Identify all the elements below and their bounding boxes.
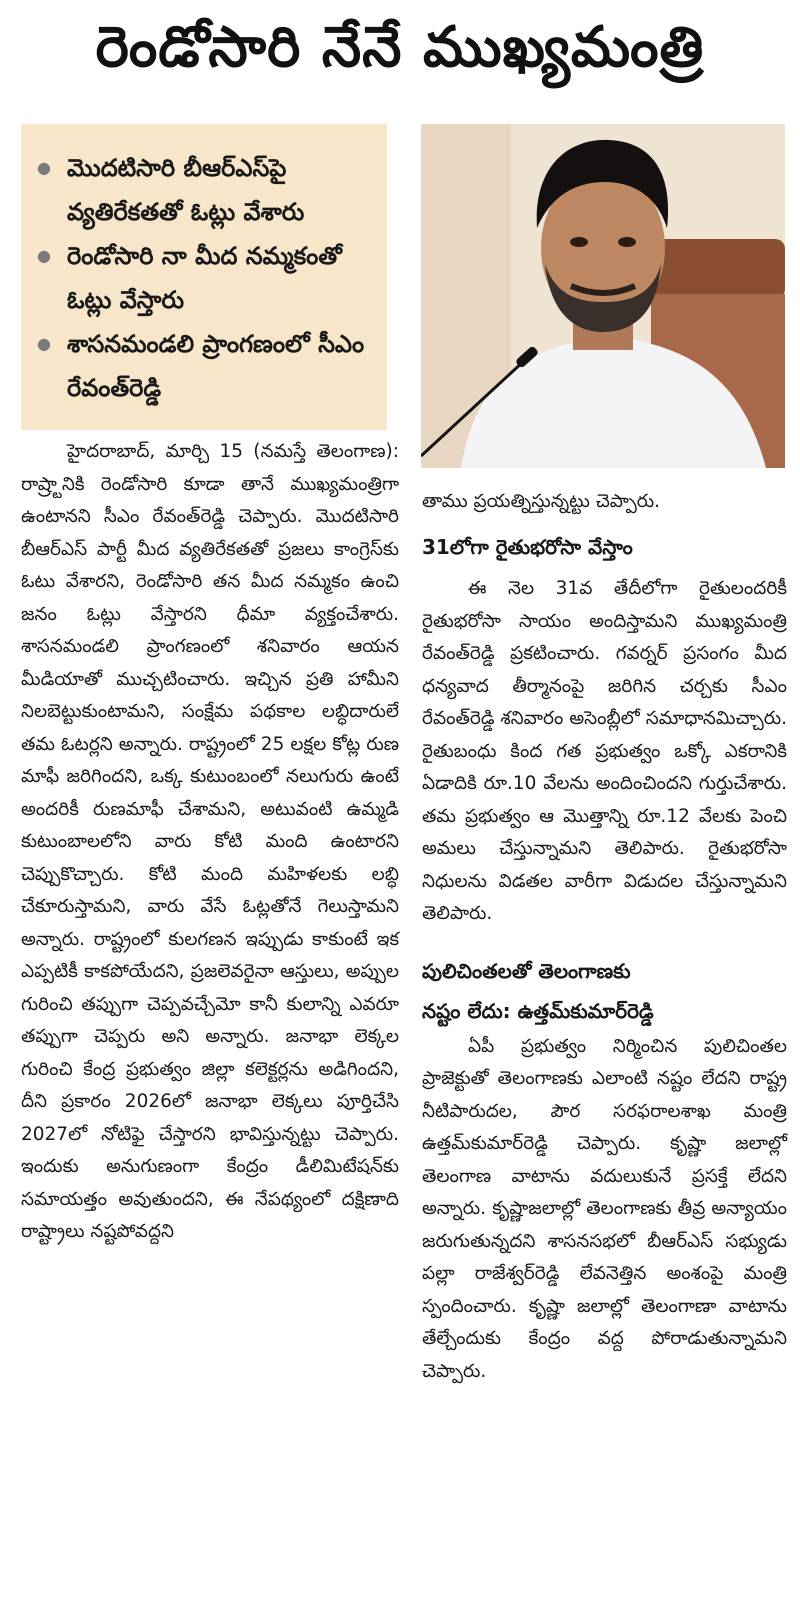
highlights-box: [21, 124, 387, 430]
highlight-text: రెండోసారి నా మీద నమ్మకంతో ఓట్లు వేస్తారు: [67, 242, 342, 314]
subheading-pulichintala: [422, 951, 787, 1031]
highlight-item: [37, 234, 373, 322]
bullet-icon: ●: [37, 334, 51, 353]
pulichintala-body: ఏపీ ప్రభుత్వం నిర్మించిన పులిచింతల ప్రాజెక్టుతో తెలంగాణకు ఎలాంటి నష్టం లేదని రాష్ట్ర నీటిపారుదల, పౌర సరఫరాలశాఖ మంత్రి ఉత్తమ్‌కుమార్‌రెడ్డి చెప్పారు. కృష్ణా జలాల్లో తెలంగాణ వాటాను వదులుకునే ప్రసక్తే లేదని అన్నారు. కృష్ణాజలాల్లో తెలంగాణకు తీవ్ర అన్యాయం జరుగుతున్నదని శాసనసభలో బీఆర్ఎస్ సభ్యుడు పల్లా రాజేశ్వర్‌రెడ్డి లేవనెత్తిన అంశంపై మంత్రి స్పందించారు. కృష్ణా జలాల్లో తెలంగాణా వాటాను తేల్చేందుకు కేంద్రం వద్ద పోరాడుతున్నామని చెప్పారు.: [422, 1035, 787, 1382]
portrait-illustration: [421, 124, 785, 468]
subheading-rythu-bharosa: 31లోగా రైతుభరోసా వేస్తాం: [422, 534, 633, 559]
headline: రెండోసారి నేనే ముఖ్యమంత్రి: [95, 14, 705, 80]
highlight-text: శాసనమండలి ప్రాంగణంలో సీఎం రేవంత్‌రెడ్డి: [67, 330, 365, 402]
cm-photo: [421, 124, 785, 468]
subheading-line: పులిచింతలతో తెలంగాణకు: [422, 958, 631, 983]
bullet-icon: ●: [37, 246, 51, 265]
bullet-icon: ●: [37, 158, 51, 177]
article-body: హైదరాబాద్, మార్చి 15 (నమస్తే తెలంగాణ): రాష్ర్టానికి రెండోసారి కూడా తానే ముఖ్యమంత్రిగా ఉంటానని సీఎం రేవంత్‌రెడ్డి చెప్పారు. మొదటిసారి బీఆర్ఎస్ పార్టీ మీద వ్యతిరేకతతో ప్రజలు కాంగ్రెస్‌కు ఓటు వేశారని, రెండోసారి తన మీద నమ్మకం ఉంచి జనం ఓట్లు వేస్తారని ధీమా వ్యక్తంచేశారు. శాసనమండలి ప్రాంగణంలో శనివారం ఆయన మీడియాతో ముచ్చటించారు. ఇచ్చిన ప్రతి హామీని నిలబెట్టుకుంటామని, సంక్షేమ పథకాల లబ్ధిదారులే తమ ఓటర్లని అన్నారు. రాష్ట్రంలో 25 లక్షల కోట్ల రుణ మాఫీ జరిగిందని, ఒక్క కుటుంబంలో నలుగురు ఉంటే అందరికీ రుణమాఫీ చేశామని, అటువంటి ఉమ్మడి కుటుంబాలలోని వారు కోటి మంది ఉంటారని చెప్పుకొచ్చారు. కోటి మంది మహిళలకు లబ్ధి చేకూరుస్తామని, వారు వేసే ఓట్లతోనే గెలుస్తామని అన్నారు. రాష్ట్రంలో కులగణన ఇప్పుడు కాకుంటే ఇక ఎప్పటికీ కాకపోయేదని, ప్రజలెవరైనా ఆస్తులు, అప్పుల గురించి తప్పుగా చెప్పవచ్చేమో కానీ కులాన్ని ఎవరూ తప్పుగా చెప్పరు అని అన్నారు. జనాభా లెక్కల గురించి కేంద్ర ప్రభుత్వం జిల్లా కలెక్టర్లను అడిగిందని, దీని ప్రకారం 2026లో జనాభా లెక్కలు పూర్తిచేసి 2027లో నోటిఫై చేస్తారని భావిస్తున్నట్టు చెప్పారు. ఇందుకు అనుగుణంగా కేంద్రం డీలిమిటేషన్‌కు సమాయత్తం అవుతుందని, ఈ నేపథ్యంలో దక్షిణాది రాష్ట్రాలు నష్టపోవద్దని: [21, 441, 399, 1242]
rythu-bharosa-body: ఈ నెల 31వ తేదీలోగా రైతులందరికీ రైతుభరోసా సాయం అందిస్తామని ముఖ్యమంత్రి రేవంత్‌రెడ్డి ప్రకటించారు. గవర్నర్ ప్రసంగం మీద ధన్యవాద తీర్మానంపై జరిగిన చర్చకు సీఎం రేవంత్‌రెడ్డి శనివారం అసెంబ్లీలో సమాధానమిచ్చారు. రైతుబంధు కింద గత ప్రభుత్వం ఒక్కో ఎకరానికి ఏడాదికి రూ.10 వేలను అందించిందని గుర్తుచేశారు. తమ ప్రభుత్వం ఆ మొత్తాన్ని రూ.12 వేలకు పెంచి అమలు చేస్తున్నామని తెలిపారు. రైతుభరోసా నిధులను విడతల వారీగా విడుదల చేస్తున్నామని తెలిపారు.: [422, 578, 787, 924]
article-right-column: [422, 486, 787, 1388]
subheading-line: నష్టం లేదు: ఉత్తమ్‌కుమార్‌రెడ్డి: [422, 998, 654, 1023]
highlight-item: [37, 322, 373, 410]
highlight-text: మొదటిసారి బీఆర్ఎస్‌పై వ్యతిరేకతతో ఓట్లు వేశారు: [67, 154, 305, 226]
highlight-item: [37, 146, 373, 234]
article-continuation: తాము ప్రయత్నిస్తున్నట్టు చెప్పారు.: [422, 491, 661, 512]
article-left-column: [21, 436, 399, 1249]
